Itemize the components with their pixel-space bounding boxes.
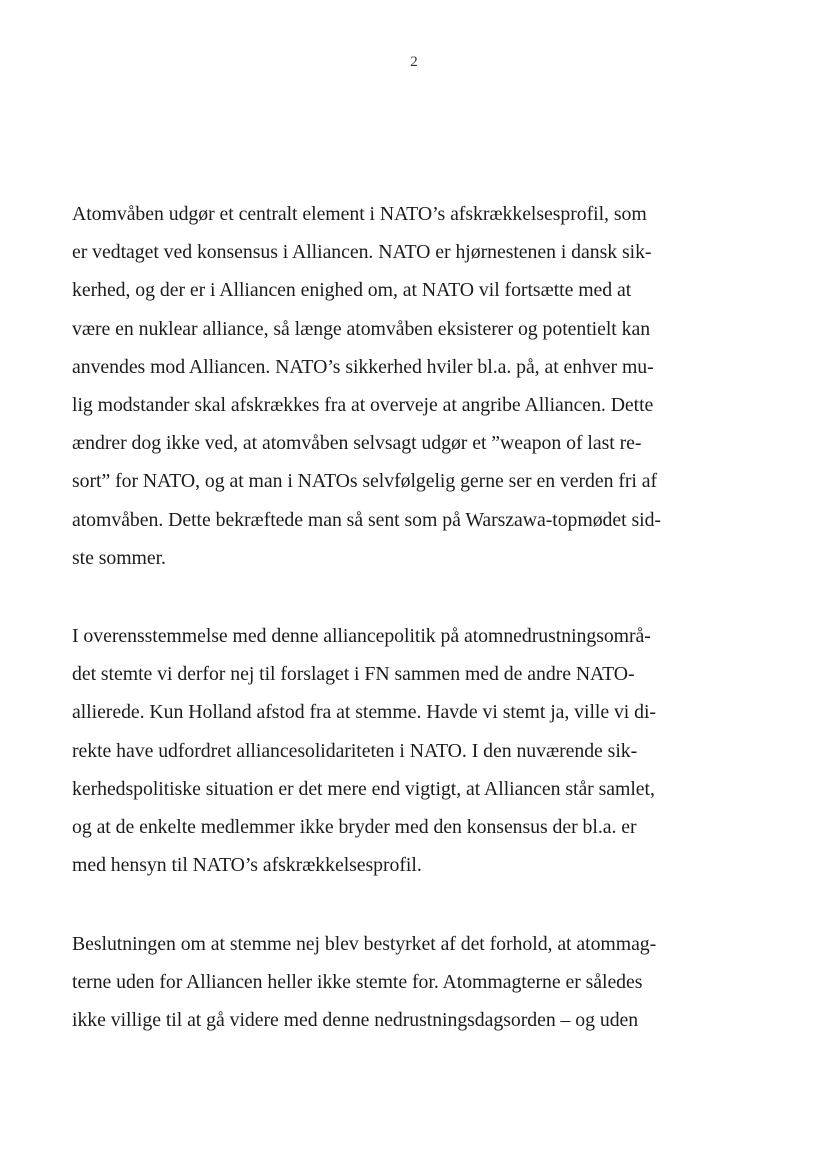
text-line: I overensstemmelse med denne alliancepolitik på atomnedrustningsområ- (72, 625, 651, 647)
text-line: rekte have udfordret alliancesolidariteten i NATO. I den nuværende sik- (72, 739, 638, 762)
text-line: ste sommer. (72, 546, 166, 569)
text-line: ændrer dog ikke ved, at atomvåben selvsagt udgør et ”weapon of last re- (72, 432, 642, 455)
text-line: atomvåben. Dette bekræftede man så sent som på Warszawa-topmødet sid- (72, 508, 661, 531)
text-line: ikke villige til at gå videre med denne nedrustningsdagsorden – og uden (72, 1009, 639, 1032)
text-line: allierede. Kun Holland afstod fra at stemme. Havde vi stemt ja, ville vi di- (72, 701, 656, 724)
page-number: 2 (410, 54, 418, 70)
text-line: Atomvåben udgør et centralt element i NATO’s afskrækkelsesprofil, som (72, 203, 647, 225)
text-line: Beslutningen om at stemme nej blev bestyrket af det forhold, at atommag- (72, 933, 657, 955)
text-line: er vedtaget ved konsensus i Alliancen. NATO er hjørnestenen i dansk sik- (72, 241, 652, 264)
paragraph-un-vote (72, 617, 752, 884)
text-line: sort” for NATO, og at man i NATOs selvfølgelig gerne ser en verden fri af (72, 470, 658, 493)
text-line: og at de enkelte medlemmer ikke bryder med den konsensus der bl.a. er (72, 815, 637, 838)
text-line: være en nuklear alliance, så længe atomvåben eksisterer og potentielt kan (72, 317, 651, 340)
text-line: med hensyn til NATO’s afskrækkelsesprofil. (72, 854, 422, 877)
paragraph-nato-deterrence (72, 195, 752, 577)
text-line: kerhedspolitiske situation er det mere end vigtigt, at Alliancen står samlet, (72, 777, 655, 800)
text-line: kerhed, og der er i Alliancen enighed om, at NATO vil fortsætte med at (72, 279, 632, 302)
text-line: anvendes mod Alliancen. NATO’s sikkerhed hviler bl.a. på, at enhver mu- (72, 355, 654, 378)
text-line: lig modstander skal afskrækkes fra at overveje at angribe Alliancen. Dette (72, 393, 654, 416)
text-line: det stemte vi derfor nej til forslaget i FN sammen med de andre NATO- (72, 663, 635, 686)
text-line: terne uden for Alliancen heller ikke stemte for. Atommagterne er således (72, 971, 643, 994)
paragraph-nuclear-powers (72, 925, 752, 1040)
